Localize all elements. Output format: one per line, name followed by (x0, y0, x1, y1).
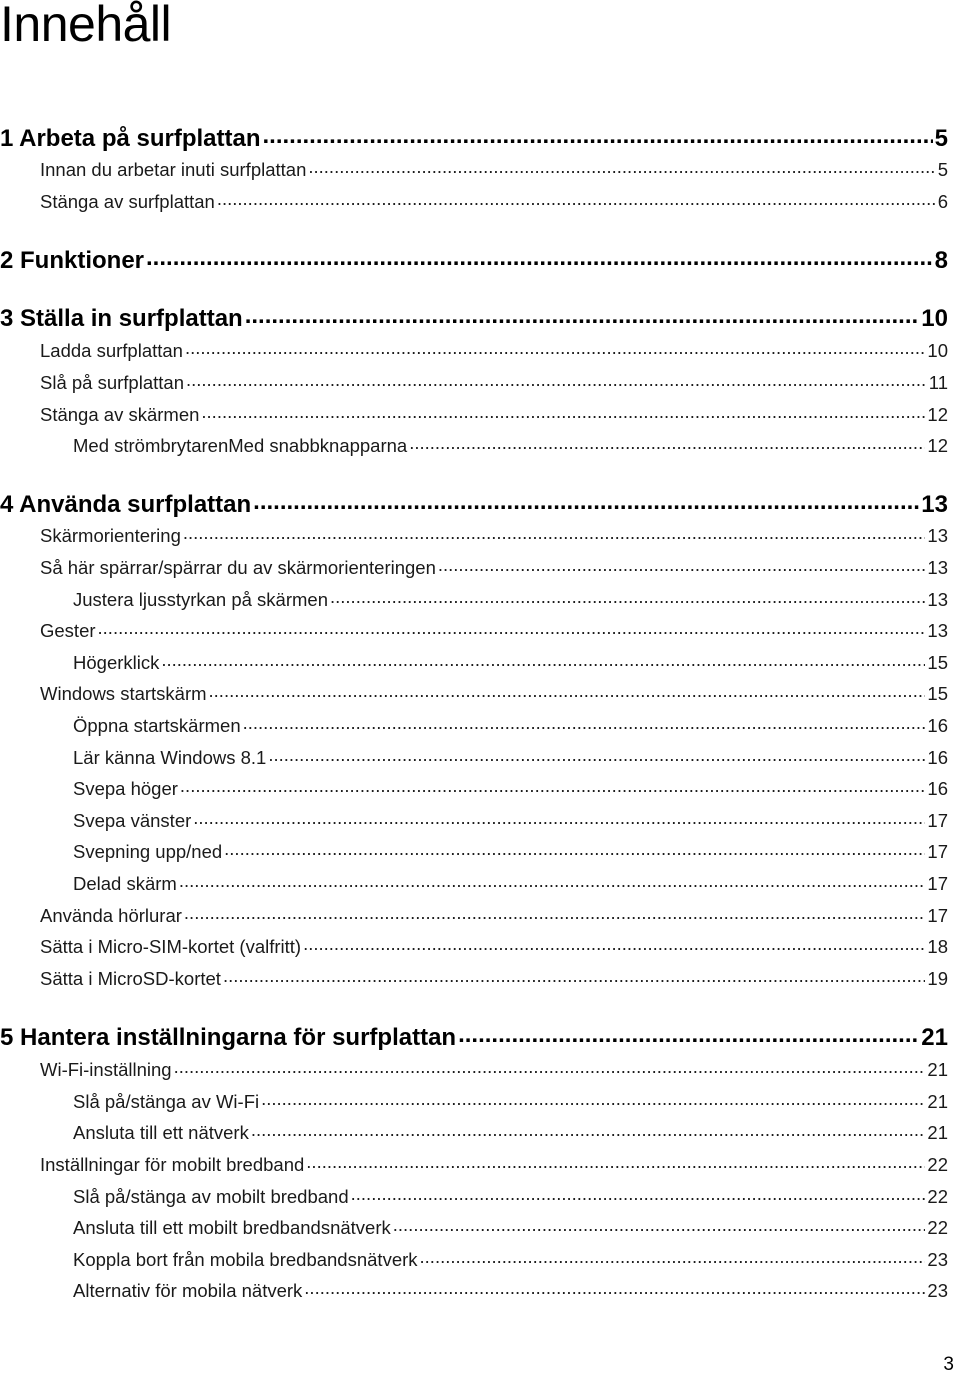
dot-leader (184, 904, 926, 923)
toc-entry-label: 3 Ställa in surfplattan (0, 305, 243, 332)
toc-entry[interactable] (40, 402, 948, 428)
dot-leader (409, 434, 925, 453)
toc-entry[interactable] (73, 1089, 948, 1115)
dot-leader (146, 244, 933, 268)
toc-entry[interactable] (40, 934, 948, 960)
toc-entry-label: Använda hörlurar (40, 905, 182, 926)
toc-entry[interactable] (40, 338, 948, 364)
page-number: 3 (943, 1354, 954, 1375)
toc-entry-label: Ansluta till ett nätverk (73, 1122, 249, 1143)
dot-leader (209, 682, 926, 701)
toc-entry-label: Delad skärm (73, 873, 177, 894)
toc-entry[interactable] (40, 1152, 948, 1178)
toc-entry[interactable] (73, 871, 948, 897)
toc-entry-page: 8 (934, 247, 948, 274)
toc-entry-label: Slå på/stänga av mobilt bredband (73, 1186, 349, 1207)
toc-entry[interactable] (40, 618, 948, 644)
dot-leader (306, 1153, 925, 1172)
toc-entry-page: 16 (927, 778, 948, 799)
dot-leader (186, 371, 927, 390)
toc-entry-label: Inställningar för mobilt bredband (40, 1154, 305, 1175)
toc-entry-page: 13 (927, 589, 948, 610)
toc-entry-page: 22 (927, 1217, 948, 1238)
toc-entry-label: Wi-Fi-inställning (40, 1059, 172, 1080)
dot-leader (161, 651, 925, 670)
dot-leader (308, 158, 935, 177)
dot-leader (263, 122, 933, 146)
toc-entry-page: 13 (921, 491, 948, 518)
toc-entry-page: 21 (921, 1024, 948, 1051)
toc-entry-page: 17 (927, 841, 948, 862)
toc-entry[interactable] (73, 1215, 948, 1241)
toc-entry-page: 23 (927, 1280, 948, 1301)
toc-entry-page: 21 (927, 1091, 948, 1112)
dot-leader (420, 1248, 926, 1267)
dot-leader (243, 714, 926, 733)
toc-entry[interactable] (73, 1247, 948, 1273)
toc-entry-label: Sätta i Micro-SIM-kortet (valfritt) (40, 936, 302, 957)
toc-entry-page: 5 (934, 125, 948, 152)
dot-leader (98, 619, 926, 638)
dot-leader (351, 1185, 926, 1204)
toc-entry-page: 11 (928, 372, 948, 393)
toc-entry[interactable] (73, 1184, 948, 1210)
dot-leader (303, 935, 925, 954)
toc-entry-label: Svepning upp/ned (73, 841, 223, 862)
toc-entry-label: 4 Använda surfplattan (0, 491, 252, 518)
dot-leader (185, 339, 925, 358)
dot-leader (223, 967, 925, 986)
toc-entry[interactable] (40, 966, 948, 992)
page-title: Innehåll (0, 0, 172, 52)
toc-entry-label: Skärmorientering (40, 525, 181, 546)
dot-leader (268, 746, 925, 765)
dot-leader (253, 488, 919, 512)
toc-entry[interactable] (40, 523, 948, 549)
toc-entry-label: 1 Arbeta på surfplattan (0, 125, 261, 152)
toc-entry[interactable] (40, 555, 948, 581)
toc-entry-page: 17 (927, 905, 948, 926)
toc-entry-label: Ladda surfplattan (40, 340, 183, 361)
toc-entry[interactable] (40, 370, 948, 396)
toc-entry[interactable] (0, 122, 948, 152)
toc-entry[interactable] (40, 903, 948, 929)
toc-entry[interactable] (40, 1057, 948, 1083)
dot-leader (245, 302, 920, 326)
toc-entry[interactable] (0, 488, 948, 518)
dot-leader (180, 777, 926, 796)
toc-entry-page: 21 (927, 1059, 948, 1080)
toc-entry[interactable] (0, 302, 948, 332)
toc-entry-label: Stänga av skärmen (40, 404, 200, 425)
toc-entry-label: Med strömbrytarenMed snabbknapparna (73, 435, 408, 456)
toc-entry[interactable] (73, 713, 948, 739)
toc-entry[interactable] (0, 1021, 948, 1051)
toc-entry-page: 10 (921, 305, 948, 332)
toc-entry-label: Windows startskärm (40, 683, 207, 704)
toc-entry[interactable] (40, 681, 948, 707)
toc-entry-label: Lär känna Windows 8.1 (73, 747, 267, 768)
toc-entry-label: Innan du arbetar inuti surfplattan (40, 159, 307, 180)
toc-entry-label: Slå på/stänga av Wi-Fi (73, 1091, 260, 1112)
dot-leader (224, 840, 925, 859)
toc-entry-page: 6 (937, 191, 948, 212)
toc-entry-label: Koppla bort från mobila bredbandsnätverk (73, 1249, 418, 1270)
toc-entry-page: 13 (927, 620, 948, 641)
toc-entry-label: Sätta i MicroSD-kortet (40, 968, 221, 989)
toc-entry-page: 23 (927, 1249, 948, 1270)
dot-leader (261, 1090, 925, 1109)
toc-entry-label: Ansluta till ett mobilt bredbandsnätverk (73, 1217, 391, 1238)
toc-entry-page: 15 (927, 652, 948, 673)
toc-entry-page: 12 (927, 435, 948, 456)
dot-leader (330, 588, 925, 607)
toc-entry[interactable] (73, 433, 948, 459)
toc-entry-page: 15 (927, 683, 948, 704)
toc-entry-page: 16 (927, 747, 948, 768)
dot-leader (174, 1058, 926, 1077)
toc-entry-page: 13 (927, 525, 948, 546)
toc-entry-page: 19 (927, 968, 948, 989)
toc-entry[interactable] (73, 776, 948, 802)
toc-entry-label: Högerklick (73, 652, 160, 673)
dot-leader (193, 809, 925, 828)
toc-entry-label: Slå på surfplattan (40, 372, 184, 393)
toc-entry-label: Gester (40, 620, 96, 641)
dot-leader (251, 1121, 926, 1140)
toc-entry[interactable] (73, 745, 948, 771)
toc-entry-page: 22 (927, 1154, 948, 1175)
toc-entry-page: 22 (927, 1186, 948, 1207)
toc-entry-page: 12 (927, 404, 948, 425)
toc-entry-label: Så här spärrar/spärrar du av skärmorienteringen (40, 557, 436, 578)
dot-leader (304, 1279, 925, 1298)
toc-entry[interactable] (0, 244, 948, 274)
toc-entry-page: 18 (927, 936, 948, 957)
toc-entry-label: Justera ljusstyrkan på skärmen (73, 589, 328, 610)
toc-entry[interactable] (73, 587, 948, 613)
toc-entry-page: 17 (927, 873, 948, 894)
toc-entry-label: Svepa vänster (73, 810, 192, 831)
toc-entry-label: Alternativ för mobila nätverk (73, 1280, 303, 1301)
dot-leader (438, 556, 926, 575)
dot-leader (201, 403, 925, 422)
toc-entry[interactable] (73, 650, 948, 676)
toc-entry-page: 5 (937, 159, 948, 180)
dot-leader (393, 1216, 926, 1235)
toc-entry-label: 2 Funktioner (0, 247, 145, 274)
toc-entry-label: Stänga av surfplattan (40, 191, 215, 212)
toc-entry[interactable] (73, 1120, 948, 1146)
toc-entry-label: Svepa höger (73, 778, 178, 799)
toc-entry-page: 16 (927, 715, 948, 736)
toc-entry[interactable] (40, 189, 948, 215)
dot-leader (179, 872, 926, 891)
dot-leader (183, 524, 926, 543)
toc-entry[interactable] (73, 1278, 948, 1304)
toc-entry-page: 10 (927, 340, 948, 361)
toc-entry[interactable] (73, 839, 948, 865)
toc-entry-page: 17 (927, 810, 948, 831)
dot-leader (217, 190, 936, 209)
toc-entry[interactable] (73, 808, 948, 834)
toc-entry-label: 5 Hantera inställningarna för surfplattan (0, 1024, 457, 1051)
toc-entry-page: 21 (927, 1122, 948, 1143)
toc-entry-label: Öppna startskärmen (73, 715, 241, 736)
toc-entry-page: 13 (927, 557, 948, 578)
dot-leader (458, 1021, 919, 1045)
toc-entry[interactable] (40, 157, 948, 183)
